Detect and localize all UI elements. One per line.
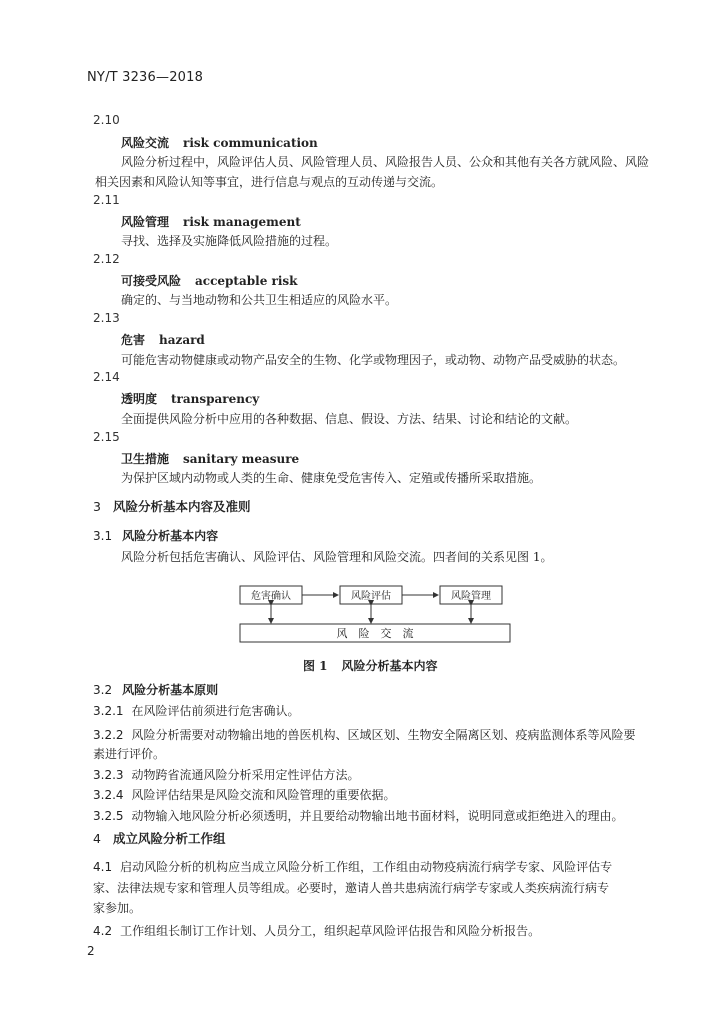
term-cn: 危害 (121, 333, 146, 347)
clause (93, 766, 360, 783)
page-number: 2 (87, 944, 95, 958)
subsection-title: 风险分析基本内容 (122, 529, 219, 543)
term-title (121, 272, 297, 289)
term-cn: 风险管理 (121, 215, 170, 229)
term-title (121, 331, 205, 348)
section-number: 4 (93, 831, 101, 846)
bar-label: 风 险 交 流 (336, 627, 414, 640)
term-number: 2.14 (93, 370, 120, 384)
term-en: sanitary measure (183, 452, 300, 466)
subsection-number: 3.1 (93, 529, 113, 543)
figure-risk-analysis-diagram (230, 578, 520, 648)
section-title: 成立风险分析工作组 (112, 831, 226, 846)
term-title (121, 390, 259, 407)
clause-continuation: 家、法律法规专家和管理人员等组成。必要时，邀请人兽共患病流行病学专家或人类疾病流行病专 (93, 881, 610, 895)
subsection-number: 3.2 (93, 683, 113, 697)
term-definition: 寻找、选择及实施降低风险措施的过程。 (121, 234, 338, 248)
clause-continuation: 家参加。 (93, 901, 142, 915)
term-definition: 可能危害动物健康或动物产品安全的生物、化学或物理因子，或动物、动物产品受威胁的状态。 (121, 353, 626, 367)
term-definition: 风险分析过程中，风险评估人员、风险管理人员、风险报告人员、公众和其他有关各方就风险、风险 (121, 155, 650, 169)
subsection-heading (93, 681, 218, 698)
clause-text: 工作组组长制订工作计划、人员分工，组织起草风险评估报告和风险分析报告。 (120, 924, 541, 938)
term-en: risk communication (183, 136, 318, 150)
term-title (121, 450, 299, 467)
term-number: 2.15 (93, 430, 120, 444)
clause-text: 风险分析需要对动物输出地的兽医机构、区域区划、生物安全隔离区划、疫病监测体系等风险要 (131, 728, 636, 742)
clause-continuation: 素进行评价。 (93, 747, 166, 761)
figure-title: 风险分析基本内容 (341, 659, 438, 673)
clause-number: 3.2.4 (93, 788, 124, 802)
clause (93, 726, 636, 743)
clause (93, 786, 396, 803)
term-cn: 卫生措施 (121, 452, 170, 466)
figure-caption (303, 657, 438, 674)
box-label: 风险管理 (451, 591, 491, 602)
clause-text: 动物跨省流通风险分析采用定性评估方法。 (131, 768, 360, 782)
section-title: 风险分析基本内容及准则 (112, 499, 251, 514)
clause-number: 4.2 (93, 924, 113, 938)
figure-number: 图 1 (303, 659, 328, 673)
box-label: 危害确认 (251, 591, 291, 602)
subsection-heading (93, 527, 218, 544)
clause-number: 3.2.5 (93, 809, 124, 823)
clause-text: 启动风险分析的机构应当成立风险分析工作组，工作组由动物疫病流行病学专家、风险评估专 (120, 860, 613, 874)
section-heading (93, 497, 250, 515)
term-number: 2.13 (93, 311, 120, 325)
term-number: 2.11 (93, 193, 120, 207)
paragraph: 风险分析包括危害确认、风险评估、风险管理和风险交流。四者间的关系见图 1。 (121, 550, 553, 564)
term-number: 2.12 (93, 252, 120, 266)
clause-text: 在风险评估前须进行危害确认。 (131, 704, 300, 718)
clause (93, 858, 612, 875)
box-label: 风险评估 (351, 591, 391, 602)
section-number: 3 (93, 499, 101, 514)
term-en: transparency (171, 392, 260, 406)
clause (93, 807, 624, 824)
clause-number: 3.2.3 (93, 768, 124, 782)
clause-text: 动物输入地风险分析必须透明，并且要给动物输出地书面材料，说明同意或拒绝进入的理由。 (131, 809, 624, 823)
term-number: 2.10 (93, 113, 120, 127)
clause-text: 风险评估结果是风险交流和风险管理的重要依据。 (131, 788, 396, 802)
term-definition: 全面提供风险分析中应用的各种数据、信息、假设、方法、结果、讨论和结论的文献。 (121, 412, 578, 426)
term-definition: 确定的、与当地动物和公共卫生相适应的风险水平。 (121, 293, 398, 307)
term-en: acceptable risk (195, 274, 298, 288)
term-cn: 可接受风险 (121, 274, 182, 288)
term-cn: 风险交流 (121, 136, 170, 150)
clause (93, 702, 300, 719)
section-heading (93, 829, 225, 847)
term-title (121, 134, 318, 151)
clause (93, 922, 540, 939)
clause-number: 3.2.2 (93, 728, 124, 742)
term-en: risk management (183, 215, 301, 229)
standard-number-header: NY/T 3236—2018 (87, 70, 204, 85)
term-title (121, 213, 301, 230)
term-cn: 透明度 (121, 392, 158, 406)
clause-number: 4.1 (93, 860, 113, 874)
term-definition: 为保护区域内动物或人类的生命、健康免受危害传入、定殖或传播所采取措施。 (121, 471, 542, 485)
subsection-title: 风险分析基本原则 (122, 683, 219, 697)
clause-number: 3.2.1 (93, 704, 124, 718)
term-en: hazard (159, 333, 205, 347)
term-definition: 相关因素和风险认知等事宜，进行信息与观点的互动传递与交流。 (95, 175, 444, 189)
